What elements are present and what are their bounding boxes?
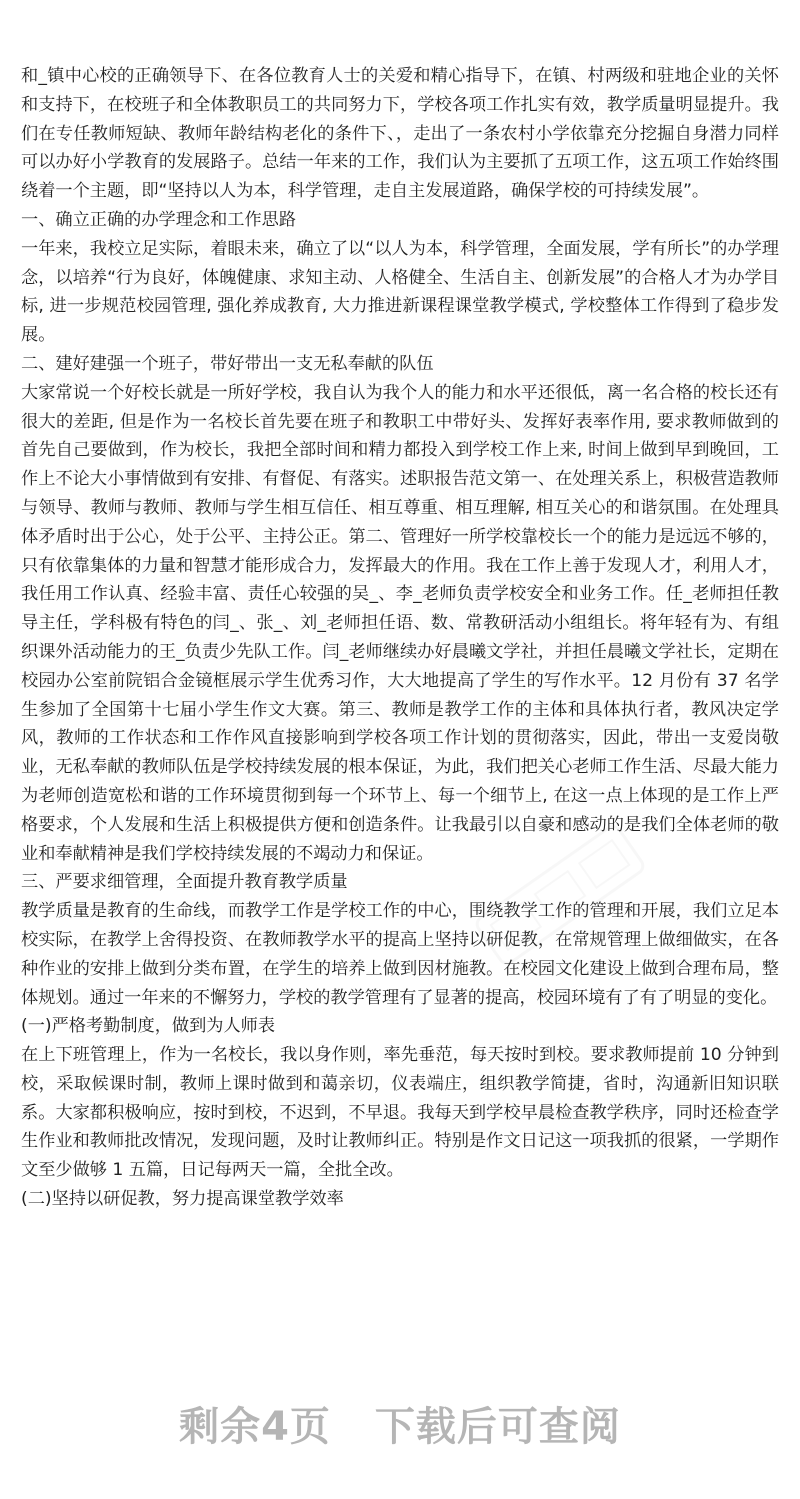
paragraph-quality: 教学质量是教育的生命线，而教学工作是学校工作的中心，围绕教学工作的管理和开展，我们立足本校实际，在教学上舍得投资、在教师教学水平的提高上坚持以研促教，在常规管理上做细做实，在各种作业的安排上做到分类布置，在学生的培养上做到因材施教。在校园文化建设上做到合理布局，整体规划。通过一年来的不懈努力，学校的教学管理有了显著的提高，校园环境有了有了明显的变化。 [21, 901, 779, 1008]
download-to-view-label: 下载后可查阅 [374, 1404, 621, 1450]
remaining-pages-label: 剩余4页 [179, 1404, 331, 1450]
section-heading-1: 一、确立正确的办学理念和工作思路 [21, 209, 297, 230]
paragraph-intro: 和_镇中心校的正确领导下、在各位教育人士的关爱和精心指导下，在镇、村两级和驻地企业的关怀和支持下，在校班子和全体教职员工的共同努力下，学校各项工作扎实有效，教学质量明显提升。我们在专任教师短缺、教师年龄结构老化的条件下、，走出了一条农村小学依靠充分挖掘自身潜力同样可以办好小学教育的发展路子。总结一年来的工作，我们认为主要抓了五项工作，这五项工作始终围绕着一个主题，即“坚持以人为本，科学管理，走自主发展道路，确保学校的可持续发展”。 [21, 66, 779, 202]
paragraph-philosophy: 一年来，我校立足实际，着眼未来，确立了以“以人为本，科学管理，全面发展，学有所长”的办学理念，以培养“行为良好，体魄健康、求知主动、人格健全、生活自主、创新发展”的合格人才为办学目标, 进一步规范校园管理, 强化养成教育, 大力推进新课程课堂教学模式, 学校整体工作得到了稳步发展。 [21, 238, 779, 346]
document-body [21, 0, 779, 1214]
section-heading-3: 三、严要求细管理，全面提升教育教学质量 [21, 872, 348, 893]
paragraph-team: 大家常说一个好校长就是一所好学校，我自认为我个人的能力和水平还很低，离一名合格的校长还有很大的差距, 但是作为一名校长首先要在班子和教职工中带好头、发挥好表率作用, 要求教师做到的首先自己要做到，作为校长，我把全部时间和精力都投入到学校工作上来, 时间上做到早到晚回，工作上不论大小事情做到有安排、有督促、有落实。述职报告范文第一、在处理关系上，积极营造教师与领导、教师与教师、教师与学生相互信任、相互尊重、相互理解, 相互关心的和谐氛围。在处理具体矛盾时出于公心，处于公平、主持公正。第二、管理好一所学校靠校长一个的能力是远远不够的，只有依靠集体的力量和智慧才能形成合力，发挥最大的作用。我在工作上善于发现人才，利用人才，我任用工作认真、经验丰富、责任心较强的吴_、李_老师负责学校安全和业务工作。任_老师担任教导主任，学科极有特色的闫_、张_、刘_老师担任语、数、常教研活动小组组长。将年轻有为、有组织课外活动能力的王_负责少先队工作。闫_老师继续办好晨曦文学社，并担任晨曦文学社长，定期在校园办公室前院铝合金镜框展示学生优秀习作，大大地提高了学生的写作水平。12 月份有 37 名学生参加了全国第十七届小学生作文大赛。第三、教师是教学工作的主体和具体执行者，教风决定学风，教师的工作状态和工作作风直接影响到学校各项工作计划的贯彻落实，因此，带出一支爱岗敬业，无私奉献的教师队伍是学校持续发展的根本保证，为此，我们把关心老师工作生活、尽最大能力为老师创造宽松和谐的工作环境贯彻到每一个环节上、每一个细节上, 在这一点上体现的是工作上严格要求，个人发展和生活上积极提供方便和创造条件。让我最引以自豪和感动的是我们全体老师的敬业和奉献精神是我们学校持续发展的不竭动力和保证。 [21, 382, 779, 864]
subsection-heading-1: (一)严格考勤制度，做到为人师表 [21, 1016, 276, 1037]
paragraph-attendance: 在上下班管理上，作为一名校长，我以身作则，率先垂范，每天按时到校。要求教师提前 10 分钟到校，采取候课时制，教师上课时做到和蔼亲切，仪表端庄，组织教学简捷，省时，沟通新旧知识联系。大家都积极响应，按时到校，不迟到，不早退。我每天到学校早晨检查教学秩序，同时还检查学生作业和教师批改情况，发现问题，及时让教师纠正。特别是作文日记这一项我抓的很紧，一学期作文至少做够 1 五篇，日记每两天一篇，全批全改。 [21, 1045, 779, 1181]
download-banner[interactable] [0, 1395, 800, 1452]
section-heading-2: 二、建好建强一个班子，带好带出一支无私奉献的队伍 [21, 353, 434, 374]
subsection-heading-2: (二)坚持以研促教，努力提高课堂教学效率 [21, 1189, 344, 1210]
